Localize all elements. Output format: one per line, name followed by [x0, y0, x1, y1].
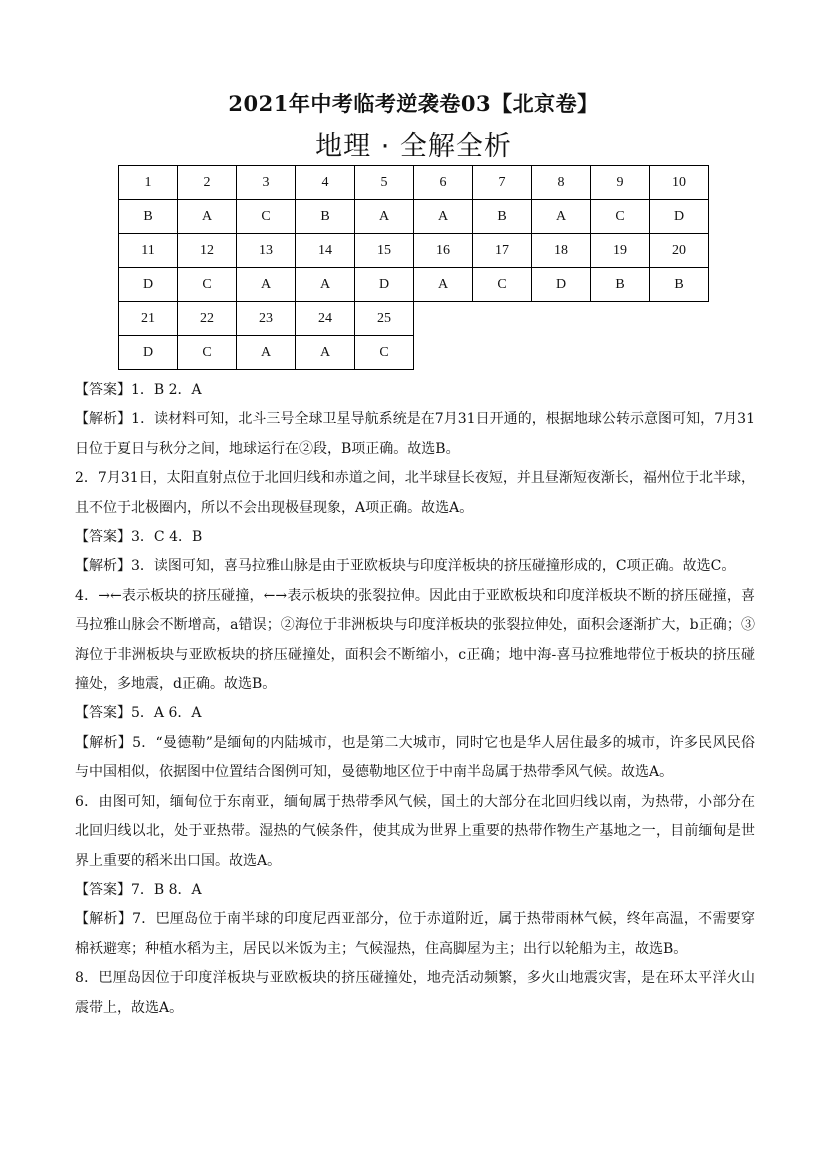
answer-line: 【答案】1．B 2．A [75, 382, 202, 398]
table-row [119, 336, 709, 370]
analysis-paragraph: 8．巴厘岛因位于印度洋板块与亚欧板块的挤压碰撞处，地壳活动频繁，多火山地震灾害，是在环太平洋火山震带上，故选A。 [75, 970, 755, 1016]
question-number-cell: 9 [591, 166, 650, 200]
solution-text [75, 376, 755, 1023]
question-number-cell: 1 [119, 166, 178, 200]
empty-cell [532, 336, 591, 370]
question-number-cell: 4 [296, 166, 355, 200]
answer-cell: B [650, 268, 709, 302]
answer-cell: A [237, 336, 296, 370]
question-number-cell: 17 [473, 234, 532, 268]
document-subtitle: 地理 · 全解全析 [315, 131, 512, 162]
question-number-cell: 14 [296, 234, 355, 268]
document-title: 2021年中考临考逆袭卷03【北京卷】 [228, 91, 599, 116]
question-number-cell: 6 [414, 166, 473, 200]
answer-cell: A [532, 200, 591, 234]
answer-cell: B [473, 200, 532, 234]
empty-cell [650, 336, 709, 370]
question-number-cell: 3 [237, 166, 296, 200]
empty-cell [473, 302, 532, 336]
answer-cell: A [414, 268, 473, 302]
empty-cell [532, 302, 591, 336]
question-number-cell: 22 [178, 302, 237, 336]
empty-cell [414, 336, 473, 370]
analysis-paragraph: 【解析】5．“曼德勒”是缅甸的内陆城市，也是第二大城市，同时它也是华人居住最多的城市，许多民风民俗与中国相似，依据图中位置结合图例可知，曼德勒地区位于中南半岛属于热带季风气候。故选A。 [75, 734, 755, 781]
question-number-cell: 15 [355, 234, 414, 268]
question-number-cell: 11 [119, 234, 178, 268]
table-row [119, 302, 709, 336]
answer-line: 【答案】7．B 8．A [75, 881, 202, 898]
empty-cell [650, 302, 709, 336]
answer-cell: D [355, 268, 414, 302]
empty-cell [591, 336, 650, 370]
answer-cell: B [119, 200, 178, 234]
question-number-cell: 5 [355, 166, 414, 200]
answer-cell: A [296, 268, 355, 302]
analysis-paragraph: 【解析】7．巴厘岛位于南半球的印度尼西亚部分，位于赤道附近，属于热带雨林气候，终年高温，不需要穿棉袄避寒；种植水稻为主，居民以米饭为主；气候湿热，住高脚屋为主；出行以轮船为主，故选B。 [75, 911, 755, 957]
question-number-cell: 10 [650, 166, 709, 200]
question-number-cell: 23 [237, 302, 296, 336]
analysis-paragraph: 【解析】1．读材料可知，北斗三号全球卫星导航系统是在7月31日开通的，根据地球公转示意图可知，7月31日位于夏日与秋分之间，地球运行在②段，B项正确。故选B。 [75, 411, 755, 457]
answer-cell: C [178, 336, 237, 370]
empty-cell [414, 302, 473, 336]
question-number-cell: 25 [355, 302, 414, 336]
answer-cell: D [532, 268, 591, 302]
answer-line: 【答案】3．C 4．B [75, 529, 203, 546]
question-number-cell: 20 [650, 234, 709, 268]
table-row [119, 166, 709, 200]
question-number-cell: 16 [414, 234, 473, 268]
table-row [119, 268, 709, 302]
empty-cell [591, 302, 650, 336]
question-number-cell: 2 [178, 166, 237, 200]
table-row [119, 234, 709, 268]
answer-cell: A [355, 200, 414, 234]
question-number-cell: 7 [473, 166, 532, 200]
answer-cell: D [650, 200, 709, 234]
answer-cell: A [296, 336, 355, 370]
analysis-paragraph: 【解析】3．读图可知，喜马拉雅山脉是由于亚欧板块与印度洋板块的挤压碰撞形成的，C项正确。故选C。 [75, 558, 736, 575]
question-number-cell: 13 [237, 234, 296, 268]
question-number-cell: 18 [532, 234, 591, 268]
answer-cell: D [119, 268, 178, 302]
analysis-paragraph: 4．→←表示板块的挤压碰撞，←→表示板块的张裂拉伸。因此由于亚欧板块和印度洋板块不断的挤压碰撞，喜马拉雅山脉会不断增高，a错误；②海位于非洲板块与印度洋板块的张裂拉伸处，面积会逐渐扩大，b正确；③海位于非洲板块与亚欧板块的挤压碰撞处，面积会不断缩小，c正确；地中海-喜马拉雅地带位于板块的挤压碰撞处，多地震，d正确。故选B。 [75, 587, 755, 693]
question-number-cell: 8 [532, 166, 591, 200]
question-number-cell: 24 [296, 302, 355, 336]
question-number-cell: 21 [119, 302, 178, 336]
answer-cell: C [473, 268, 532, 302]
answer-cell: A [178, 200, 237, 234]
analysis-paragraph: 6．由图可知，缅甸位于东南亚，缅甸属于热带季风气候，国土的大部分在北回归线以南，为热带，小部分在北回归线以北，处于亚热带。湿热的气候条件，使其成为世界上重要的热带作物生产基地之一，目前缅甸是世界上重要的稻米出口国。故选A。 [75, 793, 755, 869]
answer-cell: C [355, 336, 414, 370]
answer-cell: A [414, 200, 473, 234]
question-number-cell: 19 [591, 234, 650, 268]
answer-cell: C [178, 268, 237, 302]
table-row [119, 200, 709, 234]
analysis-paragraph: 2．7月31日，太阳直射点位于北回归线和赤道之间，北半球昼长夜短，并且昼渐短夜渐长，福州位于北半球，且不位于北极圈内，所以不会出现极昼现象，A项正确。故选A。 [75, 470, 755, 516]
answer-cell: D [119, 336, 178, 370]
question-number-cell: 12 [178, 234, 237, 268]
empty-cell [473, 336, 532, 370]
answer-table [118, 165, 709, 370]
answer-cell: C [591, 200, 650, 234]
answer-cell: A [237, 268, 296, 302]
answer-cell: C [237, 200, 296, 234]
answer-line: 【答案】5．A 6．A [75, 705, 202, 722]
answer-cell: B [296, 200, 355, 234]
answer-cell: B [591, 268, 650, 302]
